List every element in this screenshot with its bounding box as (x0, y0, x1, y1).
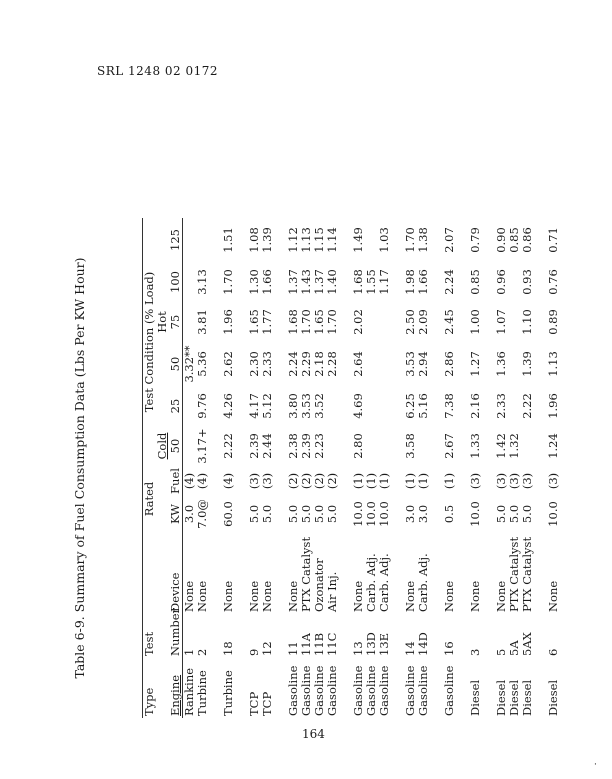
cell-fuel: (3) (247, 472, 261, 490)
cell-test: 3 (468, 648, 482, 656)
cell-l25: 9.76 (195, 393, 209, 419)
cell-engine: TCP (247, 691, 261, 716)
cell-l50: 2.29 (299, 351, 313, 377)
header-cold-50: 50 (169, 426, 183, 466)
cell-kw: 5.0 (494, 504, 508, 524)
cell-device: Carb. Adj. (416, 553, 430, 612)
cell-kw: 5.0 (520, 504, 534, 524)
cell-l125: 1.14 (325, 227, 339, 253)
cell-l50: 1.13 (546, 351, 560, 377)
cell-device: None (182, 580, 196, 612)
cell-test: 14D (416, 632, 430, 656)
cell-l50: 2.28 (325, 351, 339, 377)
header-hot-100: 100 (169, 262, 183, 302)
cell-test: 6 (546, 648, 560, 656)
cell-device: Ozonator (312, 558, 326, 612)
cell-l50: 2.94 (416, 351, 430, 377)
cell-l50: 3.32** (182, 345, 196, 383)
cell-cold50 (378, 426, 391, 466)
cell-device: None (195, 580, 209, 612)
cell-device: PTX Catalyst (299, 536, 313, 612)
cell-l75: 1.65 (247, 309, 261, 335)
table-row (417, 218, 430, 718)
cell-kw: 10.0 (546, 501, 560, 527)
cell-l25: 2.22 (520, 393, 534, 419)
cell-cold50: 2.39 (247, 433, 261, 459)
fuel-consumption-table (142, 218, 560, 718)
cell-l50: 3.53 (403, 351, 417, 377)
cell-engine: Gasoline (403, 665, 417, 716)
cell-cold50: 3.17+ (195, 428, 209, 464)
cell-l100: 1.37 (312, 269, 326, 295)
cell-l100: 1.55 (364, 269, 378, 295)
cell-l25: 3.80 (286, 393, 300, 419)
cell-fuel: (3) (260, 472, 274, 490)
cell-l100: 1.66 (416, 269, 430, 295)
cell-test: 13E (377, 632, 391, 656)
cell-l125: 0.86 (520, 227, 534, 253)
table-row (196, 218, 209, 718)
cell-l25: 4.26 (221, 393, 235, 419)
cell-l50: 2.86 (442, 351, 456, 377)
cell-l100: 1.70 (221, 269, 235, 295)
cell-test: 18 (221, 641, 235, 656)
cell-l25: 5.16 (416, 393, 430, 419)
cell-fuel: (1) (377, 472, 391, 490)
cell-l25: 2.16 (468, 393, 482, 419)
cell-l100: 1.17 (377, 269, 391, 295)
cell-fuel: (3) (507, 472, 521, 490)
cell-cold50: 2.67 (442, 433, 456, 459)
cell-l75: 3.81 (195, 309, 209, 335)
cell-device: Carb. Adj. (377, 553, 391, 612)
cell-l125: 1.03 (377, 227, 391, 253)
cell-l125: 0.90 (494, 227, 508, 253)
cell-l25 (365, 386, 378, 426)
cell-test: 16 (442, 641, 456, 656)
cell-l125: 0.79 (468, 227, 482, 253)
cell-l25: 4.69 (351, 393, 365, 419)
cell-test: 14 (403, 641, 417, 656)
cell-l125: 1.08 (247, 227, 261, 253)
header-kw: KW (169, 496, 183, 532)
cell-l25: 3.52 (312, 393, 326, 419)
page-number: 164 (302, 727, 325, 741)
cell-test: 12 (260, 641, 274, 656)
cell-kw: 7.0@ (195, 499, 209, 529)
cell-fuel: (1) (416, 472, 430, 490)
document-header: SRL 1248 02 0172 (97, 64, 219, 78)
cell-test: 5A (507, 640, 521, 656)
cell-test: 1 (182, 648, 196, 656)
cell-l100: 0.96 (494, 269, 508, 295)
cell-device: None (403, 580, 417, 612)
cell-kw: 3.0 (182, 504, 196, 524)
cell-kw: 5.0 (325, 504, 339, 524)
cell-l75: 2.45 (442, 309, 456, 335)
cell-fuel: (1) (364, 472, 378, 490)
header-fuel: Fuel (169, 466, 183, 496)
cell-l100 (183, 262, 197, 302)
cell-l50: 2.64 (351, 351, 365, 377)
cell-l125: 1.49 (351, 227, 365, 253)
cell-l125: 0.85 (507, 227, 521, 253)
cell-l50: 5.36 (195, 351, 209, 377)
cell-engine: Turbine (221, 670, 235, 716)
header-device: Device (169, 532, 183, 614)
cell-l125: 1.12 (286, 227, 300, 253)
cell-l50: 2.33 (260, 351, 274, 377)
cell-cold50: 3.58 (403, 433, 417, 459)
cell-l50: 2.62 (221, 351, 235, 377)
cell-engine: Diesel (520, 679, 534, 716)
cell-test: 13 (351, 641, 365, 656)
cell-kw: 3.0 (416, 504, 430, 524)
cell-kw: 60.0 (221, 501, 235, 527)
cell-cold50: 1.33 (468, 433, 482, 459)
cell-l25: 2.33 (494, 393, 508, 419)
cell-l50: 1.39 (520, 351, 534, 377)
table-row (378, 218, 391, 718)
cell-l100: 2.24 (442, 269, 456, 295)
cell-l25: 4.17 (247, 393, 261, 419)
cell-device: None (286, 580, 300, 612)
cell-test: 11 (286, 641, 300, 656)
cell-l100: 1.30 (247, 269, 261, 295)
cell-l25 (183, 386, 197, 426)
cell-kw: 0.5 (442, 504, 456, 524)
cell-l50 (378, 342, 391, 386)
cell-fuel: (3) (546, 472, 560, 490)
cell-engine: Gasoline (299, 665, 313, 716)
cell-cold50: 2.44 (260, 433, 274, 459)
cell-kw: 3.0 (403, 504, 417, 524)
cell-l75: 1.96 (221, 309, 235, 335)
cell-test: 11C (325, 632, 339, 656)
cell-device: None (442, 580, 456, 612)
cell-cold50 (365, 426, 378, 466)
cell-l125: 1.39 (260, 227, 274, 253)
cell-fuel: (4) (221, 472, 235, 490)
cell-l125: 2.07 (442, 227, 456, 253)
cell-device: Carb. Adj. (364, 553, 378, 612)
cell-test: 5 (494, 648, 508, 656)
cell-l100: 0.93 (520, 269, 534, 295)
header-engine: Engine (169, 658, 183, 718)
cell-cold50 (326, 426, 339, 466)
cell-l75 (365, 302, 378, 342)
cell-cold50 (417, 426, 430, 466)
cell-l75: 1.68 (286, 309, 300, 335)
cell-l25: 7.38 (442, 393, 456, 419)
cell-cold50 (521, 426, 534, 466)
cell-kw: 10.0 (364, 501, 378, 527)
cell-engine: Gasoline (442, 665, 456, 716)
cell-l75: 1.10 (520, 309, 534, 335)
cell-l25: 6.25 (403, 393, 417, 419)
cell-test: 11A (299, 633, 313, 656)
header-number: Number (168, 607, 182, 656)
header-rated: Rated (143, 466, 157, 532)
cell-engine: Rankine (182, 667, 196, 716)
cell-l75 (183, 302, 197, 342)
cell-l75: 1.77 (260, 309, 274, 335)
cell-l75: 0.89 (546, 309, 560, 335)
cell-cold50: 1.32 (507, 433, 521, 459)
cell-fuel: (1) (403, 472, 417, 490)
corner-mark: · (594, 760, 597, 770)
cell-device: None (494, 580, 508, 612)
cell-l75 (378, 302, 391, 342)
cell-engine: TCP (260, 691, 274, 716)
header-hot: Hot (155, 311, 169, 333)
cell-l25 (326, 386, 339, 426)
cell-l75: 1.00 (468, 309, 482, 335)
cell-l25: 5.12 (260, 393, 274, 419)
cell-kw: 10.0 (377, 501, 391, 527)
cell-kw: 5.0 (507, 504, 521, 524)
table-row (326, 218, 339, 718)
cell-l100: 1.40 (325, 269, 339, 295)
cell-engine: Diesel (546, 679, 560, 716)
cell-device: None (221, 580, 235, 612)
table-row (261, 218, 274, 718)
table-row (443, 218, 456, 718)
cell-fuel: (2) (325, 472, 339, 490)
cell-l50: 2.24 (286, 351, 300, 377)
table-row (547, 218, 560, 718)
cell-fuel: (1) (351, 472, 365, 490)
cell-l100: 1.66 (260, 269, 274, 295)
cell-l75: 1.07 (494, 309, 508, 335)
cell-cold50: 2.39 (299, 433, 313, 459)
cell-test: 13D (364, 632, 378, 656)
cell-test: 5AX (520, 632, 534, 656)
cell-kw: 5.0 (286, 504, 300, 524)
cell-kw: 10.0 (351, 501, 365, 527)
cell-engine: Gasoline (364, 665, 378, 716)
cell-device: PTX Catalyst (520, 536, 534, 612)
cell-device: None (546, 580, 560, 612)
table-body (183, 218, 561, 718)
cell-engine: Diesel (468, 679, 482, 716)
cell-kw: 10.0 (468, 501, 482, 527)
cell-engine: Diesel (494, 679, 508, 716)
cell-l100: 0.85 (468, 269, 482, 295)
cell-l100: 1.43 (299, 269, 313, 295)
cell-l100: 1.68 (351, 269, 365, 295)
cell-l100: 3.13 (195, 269, 209, 295)
cell-engine: Gasoline (377, 665, 391, 716)
cell-cold50 (183, 426, 197, 466)
cell-l50 (365, 342, 378, 386)
cell-fuel: (4) (195, 472, 209, 490)
header-cold: Cold (155, 432, 169, 460)
cell-l125: 1.13 (299, 227, 313, 253)
cell-l100: 0.76 (546, 269, 560, 295)
cell-l25: 1.96 (546, 393, 560, 419)
cell-device: None (260, 580, 274, 612)
cell-fuel: (1) (442, 472, 456, 490)
cell-kw: 5.0 (247, 504, 261, 524)
cell-l75: 1.70 (299, 309, 313, 335)
cell-l25: 3.53 (299, 393, 313, 419)
cell-fuel: (2) (312, 472, 326, 490)
cell-engine: Gasoline (416, 665, 430, 716)
cell-l125: 1.15 (312, 227, 326, 253)
cell-fuel: (2) (286, 472, 300, 490)
cell-test: 9 (247, 648, 261, 656)
cell-l75: 1.70 (325, 309, 339, 335)
cell-cold50: 2.80 (351, 433, 365, 459)
header-test-condition: Test Condition (% Load) (143, 218, 157, 466)
cell-l50: 1.36 (494, 351, 508, 377)
cell-cold50: 2.22 (221, 433, 235, 459)
cell-test: 11B (312, 632, 326, 656)
header-hot-50: 50 (169, 342, 183, 386)
cell-l25 (378, 386, 391, 426)
header-hot-125: 125 (169, 218, 183, 262)
cell-device: None (468, 580, 482, 612)
cell-l125 (196, 218, 209, 262)
cell-l100: 1.37 (286, 269, 300, 295)
cell-l125: 1.70 (403, 227, 417, 253)
header-hot-25: 25 (169, 386, 183, 426)
cell-engine: Diesel (507, 679, 521, 716)
cell-l125: 1.38 (416, 227, 430, 253)
cell-l125: 0.71 (546, 227, 560, 253)
cell-kw: 5.0 (312, 504, 326, 524)
cell-engine: Gasoline (312, 665, 326, 716)
cell-cold50: 1.42 (494, 433, 508, 459)
cell-cold50: 2.38 (286, 433, 300, 459)
cell-fuel: (3) (468, 472, 482, 490)
cell-l125 (183, 218, 197, 262)
cell-l75: 2.09 (416, 309, 430, 335)
cell-device: PTX Catalyst (507, 536, 521, 612)
cell-engine: Gasoline (351, 665, 365, 716)
cell-cold50: 2.23 (312, 433, 326, 459)
table-row (222, 218, 235, 718)
table-row (183, 218, 197, 718)
cell-fuel: (3) (520, 472, 534, 490)
cell-engine: Gasoline (286, 665, 300, 716)
table-row (521, 218, 534, 718)
cell-l75: 2.02 (351, 309, 365, 335)
header-type: Type (143, 658, 157, 718)
header-hot-75: 75 (169, 302, 183, 342)
cell-device: None (351, 580, 365, 612)
cell-l50: 1.27 (468, 351, 482, 377)
table-row (469, 218, 482, 718)
cell-fuel: (2) (299, 472, 313, 490)
cell-l125: 1.51 (221, 227, 235, 253)
cell-cold50: 1.24 (546, 433, 560, 459)
cell-kw: 5.0 (299, 504, 313, 524)
cell-engine: Turbine (195, 670, 209, 716)
cell-test: 2 (195, 648, 209, 656)
table-caption: Table 6-9. Summary of Fuel Consumption Data (Lbs Per KW Hour) (72, 257, 87, 679)
cell-l50: 2.30 (247, 351, 261, 377)
cell-engine: Gasoline (325, 665, 339, 716)
header-test: Test (143, 614, 157, 658)
cell-fuel: (3) (494, 472, 508, 490)
cell-l75: 1.65 (312, 309, 326, 335)
cell-fuel: (4) (182, 472, 196, 490)
cell-device: Air Inj. (325, 571, 339, 612)
cell-l100: 1.98 (403, 269, 417, 295)
cell-kw: 5.0 (260, 504, 274, 524)
cell-device: None (247, 580, 261, 612)
cell-l50: 2.18 (312, 351, 326, 377)
cell-l75: 2.50 (403, 309, 417, 335)
